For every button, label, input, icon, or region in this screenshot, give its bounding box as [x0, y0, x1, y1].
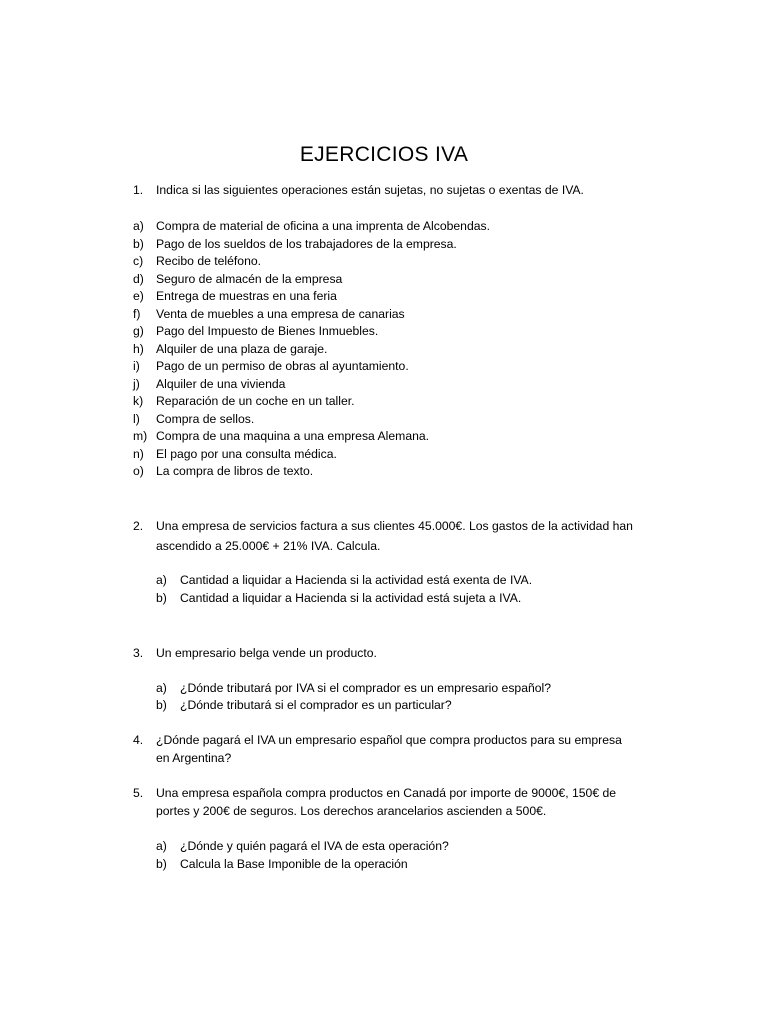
q5-item-label: b)	[156, 857, 167, 871]
q1-item-text: Pago de los sueldos de los trabajadores de la empresa.	[156, 236, 457, 251]
q3-item-label: a)	[156, 681, 167, 695]
q1-item-label: b)	[133, 236, 144, 251]
q1-item-label: n)	[133, 446, 144, 461]
question-4-line-1: ¿Dónde pagará el IVA un empresario español que compra productos para su empresa	[156, 733, 622, 747]
q1-item-text: Compra de sellos.	[156, 411, 255, 426]
question-2-line-2: ascendido a 25.000€ + 21% IVA. Calcula.	[156, 539, 381, 553]
q1-item-label: i)	[133, 359, 140, 373]
question-3-text: Un empresario belga vende un producto.	[156, 646, 377, 660]
q1-item-text: Reparación de un coche en un taller.	[156, 394, 355, 408]
question-5-number: 5.	[133, 786, 144, 800]
q1-item-label: g)	[133, 324, 144, 338]
question-1-text: Indica si las siguientes operaciones están sujetas, no sujetas o exentas de IVA.	[156, 183, 584, 197]
q1-item-label: o)	[133, 464, 144, 478]
q3-item-label: b)	[156, 698, 167, 712]
question-3-number: 3.	[133, 646, 144, 660]
q1-item-label: k)	[133, 394, 144, 408]
question-2-number: 2.	[133, 519, 144, 533]
q1-item-text: Venta de muebles a una empresa de canarias	[156, 306, 405, 321]
q1-item-text: Pago del Impuesto de Bienes Inmuebles.	[156, 324, 379, 338]
question-2-line-1: Una empresa de servicios factura a sus clientes 45.000€. Los gastos de la actividad han	[156, 519, 633, 533]
q1-item-text: El pago por una consulta médica.	[156, 446, 337, 461]
q1-item-label: h)	[133, 341, 144, 356]
document-title: EJERCICIOS IVA	[299, 143, 469, 166]
q2-item-text: Cantidad a liquidar a Hacienda si la actividad está exenta de IVA.	[180, 573, 533, 587]
q2-item-label: a)	[156, 573, 167, 587]
q1-item-label: d)	[133, 271, 144, 286]
q2-item-label: b)	[156, 591, 167, 605]
q1-item-label: j)	[133, 376, 140, 391]
q1-item-label: c)	[133, 254, 144, 268]
q1-item-text: Pago de un permiso de obras al ayuntamiento.	[156, 359, 409, 373]
q1-item-text: Seguro de almacén de la empresa	[156, 271, 343, 286]
q1-item-label: m)	[133, 429, 148, 443]
question-5-line-1: Una empresa española compra productos en Canadá por importe de 9000€, 150€ de	[156, 786, 617, 800]
q1-item-label: e)	[133, 289, 144, 303]
q1-item-text: Entrega de muestras en una feria	[156, 289, 337, 303]
q1-item-text: Alquiler de una vivienda	[156, 376, 286, 391]
q1-item-text: Compra de material de oficina a una imprenta de Alcobendas.	[156, 219, 491, 233]
q3-item-text: ¿Dónde tributará por IVA si el comprador es un empresario español?	[180, 681, 552, 695]
q1-item-text: Alquiler de una plaza de garaje.	[156, 341, 328, 356]
q1-item-label: a)	[133, 219, 144, 233]
q5-item-text: Calcula la Base Imponible de la operación	[180, 857, 408, 871]
q1-item-text: Recibo de teléfono.	[156, 254, 262, 268]
q5-item-text: ¿Dónde y quién pagará el IVA de esta operación?	[180, 839, 449, 853]
q3-item-text: ¿Dónde tributará si el comprador es un particular?	[180, 698, 452, 712]
q1-item-label: f)	[133, 306, 141, 321]
question-5-line-2: portes y 200€ de seguros. Los derechos arancelarios ascienden a 500€.	[156, 804, 547, 818]
question-4-line-2: en Argentina?	[156, 751, 232, 765]
question-4-number: 4.	[133, 733, 144, 747]
q2-item-text: Cantidad a liquidar a Hacienda si la actividad está sujeta a IVA.	[180, 591, 522, 605]
q1-item-text: Compra de una maquina a una empresa Alemana.	[156, 429, 430, 443]
q5-item-label: a)	[156, 839, 167, 853]
q1-item-text: La compra de libros de texto.	[156, 464, 314, 478]
q1-item-label: l)	[133, 411, 140, 426]
question-1-number: 1.	[133, 183, 144, 197]
